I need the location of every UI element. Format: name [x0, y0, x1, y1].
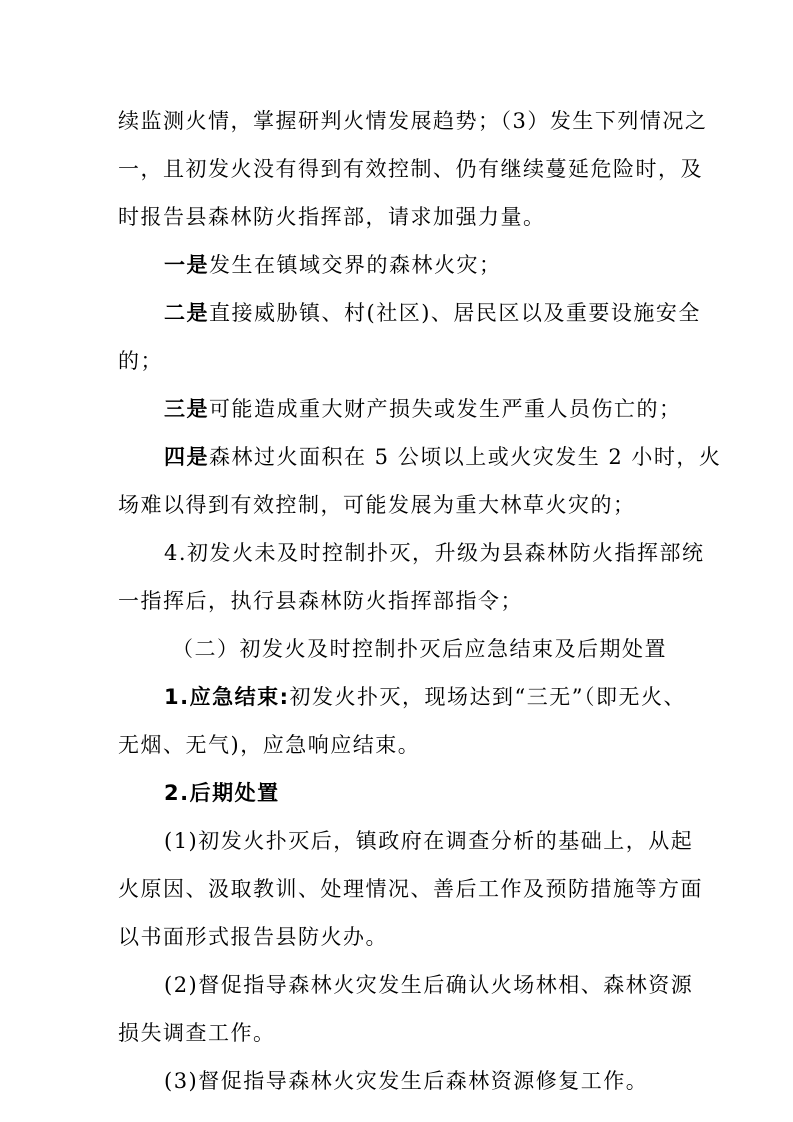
- item-lead: 四是: [164, 445, 209, 469]
- list-item-four: 四是森林过火面积在 5 公顷以上或火灾发生 2 小时，火: [164, 445, 722, 469]
- paragraph-line: 以书面形式报告县防火办。: [118, 925, 388, 949]
- item-lead: 三是: [164, 397, 209, 421]
- subsection-aftermath: [164, 778, 280, 808]
- paragraph-line: 无烟、无气)，应急响应结束。: [118, 733, 421, 757]
- paragraph-line: 时报告县森林防火指挥部，请求加强力量。: [118, 205, 546, 229]
- paragraph-line: (3)督促指导森林火灾发生后森林资源修复工作。: [164, 1069, 649, 1093]
- subsection-title: 2.后期处置: [164, 781, 280, 805]
- paragraph-line: 一指挥后，执行县森林防火指挥部指令；: [118, 589, 523, 613]
- paragraph-line: (2)督促指导森林火灾发生后确认火场林相、森林资源: [164, 973, 694, 997]
- paragraph-line: 的；: [118, 349, 163, 373]
- list-item-two: 二是直接威胁镇、村(社区)、居民区以及重要设施安全: [164, 301, 701, 325]
- paragraph-line: 火原因、汲取教训、处理情况、善后工作及预防措施等方面: [118, 877, 703, 901]
- item-lead: 二是: [164, 301, 209, 325]
- paragraph-line: 一，且初发火没有得到有效控制、仍有继续蔓延危险时，及: [118, 157, 703, 181]
- paragraph-line: 场难以得到有效控制，可能发展为重大林草火灾的；: [118, 493, 636, 517]
- paragraph-line: 损失调查工作。: [118, 1021, 276, 1045]
- subsection-title: 1.应急结束:: [164, 685, 290, 709]
- paragraph-line: 续监测火情，掌握研判火情发展趋势；（3）发生下列情况之: [118, 109, 708, 133]
- subsection-emergency-end: 1.应急结束:初发火扑灭，现场达到“三无”（即无火、: [164, 685, 686, 709]
- paragraph-line: (1)初发火扑灭后，镇政府在调查分析的基础上，从起: [164, 829, 694, 853]
- list-item-one: 一是发生在镇域交界的森林火灾；: [164, 253, 502, 277]
- list-item-three: 三是可能造成重大财产损失或发生严重人员伤亡的；: [164, 397, 682, 421]
- item-lead: 一是: [164, 253, 209, 277]
- section-heading: （二）初发火及时控制扑灭后应急结束及后期处置: [172, 637, 667, 661]
- paragraph-line: 4.初发火未及时控制扑灭，升级为县森林防火指挥部统: [164, 541, 705, 565]
